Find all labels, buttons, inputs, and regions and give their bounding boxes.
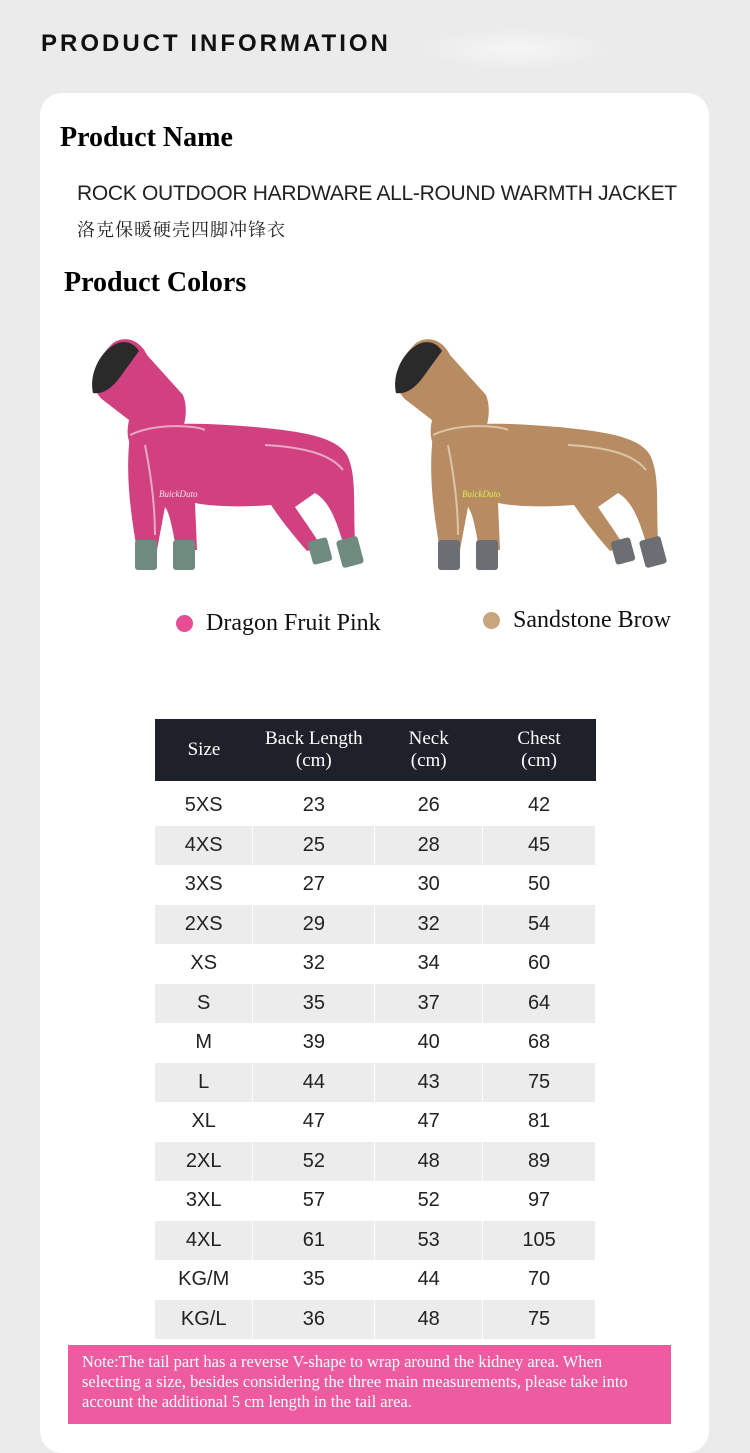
header-decoration [420,28,610,70]
cell-back-length: 32 [253,944,375,984]
size-table-row [155,1063,596,1103]
product-name-english: ROCK OUTDOOR HARDWARE ALL-ROUND WARMTH JACKET [77,182,677,205]
cell-chest: 75 [483,1300,596,1340]
cell-size: KG/M [155,1260,253,1300]
cell-size: 2XS [155,905,253,945]
cell-back-length: 57 [253,1181,375,1221]
cell-back-length: 23 [253,786,375,826]
cell-neck: 30 [375,865,483,905]
cell-back-length: 44 [253,1063,375,1103]
header-size: Size [155,719,253,781]
cell-chest: 75 [483,1063,596,1103]
cell-chest: 54 [483,905,596,945]
dog-jacket-image-brown [388,335,673,580]
cell-chest: 60 [483,944,596,984]
size-table-row [155,786,596,826]
size-table-row [155,1221,596,1261]
cell-neck: 44 [375,1260,483,1300]
cell-neck: 48 [375,1300,483,1340]
color-option-pink [176,610,381,637]
cell-chest: 42 [483,786,596,826]
color-swatch-pink [176,615,193,632]
cell-neck: 34 [375,944,483,984]
page-header-title: PRODUCT INFORMATION [41,30,391,57]
color-swatch-brown [483,612,500,629]
cell-back-length: 35 [253,1260,375,1300]
cell-back-length: 39 [253,1023,375,1063]
cell-back-length: 36 [253,1300,375,1340]
size-table-row [155,826,596,866]
cell-size: L [155,1063,253,1103]
cell-back-length: 52 [253,1142,375,1182]
color-option-brown [483,607,671,634]
cell-size: S [155,984,253,1024]
size-table-row [155,1142,596,1182]
size-table-row [155,905,596,945]
cell-size: XL [155,1102,253,1142]
cell-size: 3XS [155,865,253,905]
size-table-row [155,1181,596,1221]
brand-logo-brown: BuickDuto [462,489,501,499]
cell-chest: 64 [483,984,596,1024]
size-table-header-row [155,719,596,781]
cell-neck: 53 [375,1221,483,1261]
dog-jacket-image-pink [85,335,370,580]
cell-size: 2XL [155,1142,253,1182]
cell-neck: 48 [375,1142,483,1182]
color-label-pink: Dragon Fruit Pink [206,610,381,636]
header-back-length: Back Length (cm) [253,719,375,781]
size-table-row [155,865,596,905]
cell-neck: 28 [375,826,483,866]
cell-size: 4XS [155,826,253,866]
size-chart-table [155,719,596,1339]
size-table-row [155,1260,596,1300]
product-name-heading: Product Name [60,122,233,153]
cell-chest: 89 [483,1142,596,1182]
cell-chest: 45 [483,826,596,866]
cell-size: XS [155,944,253,984]
cell-back-length: 35 [253,984,375,1024]
cell-neck: 32 [375,905,483,945]
cell-back-length: 27 [253,865,375,905]
sizing-note: Note:The tail part has a reverse V-shape to wrap around the kidney area. When selecting a size, besides considering the three main measurements, please take into account the additional 5 cm length in the tail area. [68,1345,671,1424]
cell-chest: 105 [483,1221,596,1261]
header-neck: Neck (cm) [375,719,483,781]
cell-back-length: 29 [253,905,375,945]
brand-logo-pink: BuickDuto [159,489,198,499]
color-label-brown: Sandstone Brow [513,607,671,633]
cell-neck: 37 [375,984,483,1024]
size-table-row [155,1102,596,1142]
product-colors-heading: Product Colors [64,267,247,298]
cell-chest: 70 [483,1260,596,1300]
cell-size: KG/L [155,1300,253,1340]
cell-size: 3XL [155,1181,253,1221]
cell-size: M [155,1023,253,1063]
cell-neck: 43 [375,1063,483,1103]
cell-chest: 97 [483,1181,596,1221]
size-table-row [155,944,596,984]
cell-size: 4XL [155,1221,253,1261]
product-name-chinese: 洛克保暖硬壳四脚冲锋衣 [77,220,286,241]
cell-back-length: 47 [253,1102,375,1142]
cell-neck: 47 [375,1102,483,1142]
cell-size: 5XS [155,786,253,826]
header-chest: Chest (cm) [483,719,596,781]
cell-chest: 68 [483,1023,596,1063]
cell-chest: 50 [483,865,596,905]
size-table-row [155,984,596,1024]
cell-neck: 26 [375,786,483,826]
size-table-row [155,1300,596,1340]
cell-chest: 81 [483,1102,596,1142]
cell-back-length: 61 [253,1221,375,1261]
size-table-row [155,1023,596,1063]
cell-back-length: 25 [253,826,375,866]
cell-neck: 52 [375,1181,483,1221]
cell-neck: 40 [375,1023,483,1063]
